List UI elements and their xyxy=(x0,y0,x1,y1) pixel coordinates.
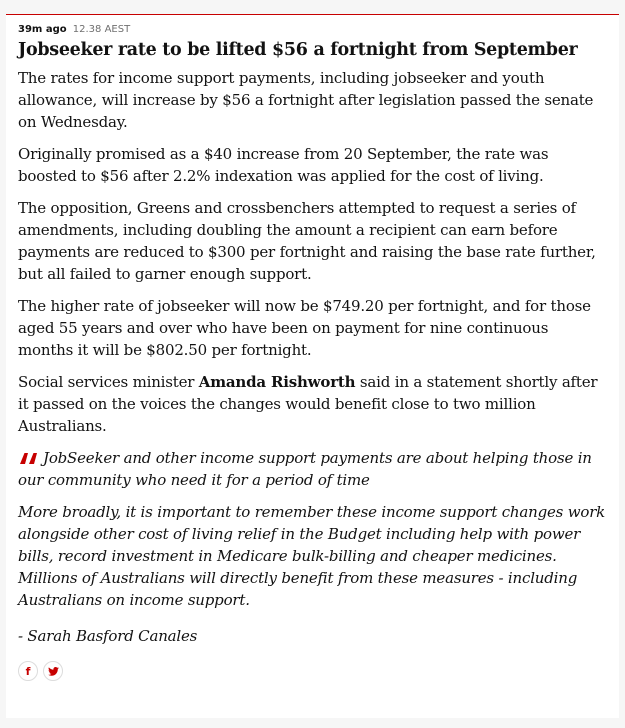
paragraph-3: The opposition, Greens and crossbenchers attempted to request a series of amendments, including doubling the amount a recipient can earn before payments are reduced to $300 per fortnight and raising the base rate further, but all failed to garner enough support. xyxy=(18,199,596,283)
paragraph-5-after: said in a statement shortly after it passed on the voices the changes would benefit close to two million Australians. xyxy=(18,373,598,435)
attribution: - Sarah Basford Canales xyxy=(18,627,198,645)
timestamp: 12.38 AEST xyxy=(72,24,131,35)
liveblog-post xyxy=(6,14,619,718)
minister-name: Amanda Rishworth xyxy=(198,373,356,391)
paragraph-5 xyxy=(18,371,607,437)
facebook-share-button[interactable] xyxy=(18,661,38,681)
post-headline: Jobseeker rate to be lifted $56 a fortnight from September xyxy=(18,40,578,60)
paragraph-1: The rates for income support payments, including jobseeker and youth allowance, will increase by $56 a fortnight after legislation passed the senate on Wednesday. xyxy=(18,69,594,131)
quote-line-1: JobSeeker and other income support payments are about helping those in our community who need it for a period of time xyxy=(18,449,592,489)
quote-paragraph-1 xyxy=(18,447,607,491)
time-ago[interactable]: 39m ago xyxy=(18,24,67,35)
quote-paragraph-2: More broadly, it is important to remember these income support changes work alongside other cost of living relief in the Budget including help with power bills, record investment in Medicare bulk-billing and cheaper medicines. Millions of Australians will directly benefit from these measures - including Australians on income support. xyxy=(18,503,606,609)
twitter-icon xyxy=(48,667,59,676)
facebook-icon: f xyxy=(25,664,31,678)
paragraph-4: The higher rate of jobseeker will now be $749.20 per fortnight, and for those aged 55 years and over who have been on payment for nine continuous months it will be $802.50 per fortnight. xyxy=(18,297,591,359)
share-buttons xyxy=(18,661,607,681)
paragraph-2: Originally promised as a $40 increase from 20 September, the rate was boosted to $56 after 2.2% indexation was applied for the cost of living. xyxy=(18,145,549,185)
quote-mark-icon xyxy=(18,452,40,464)
post-meta xyxy=(18,23,607,37)
paragraph-5-before: Social services minister xyxy=(18,373,199,391)
twitter-share-button[interactable] xyxy=(43,661,63,681)
